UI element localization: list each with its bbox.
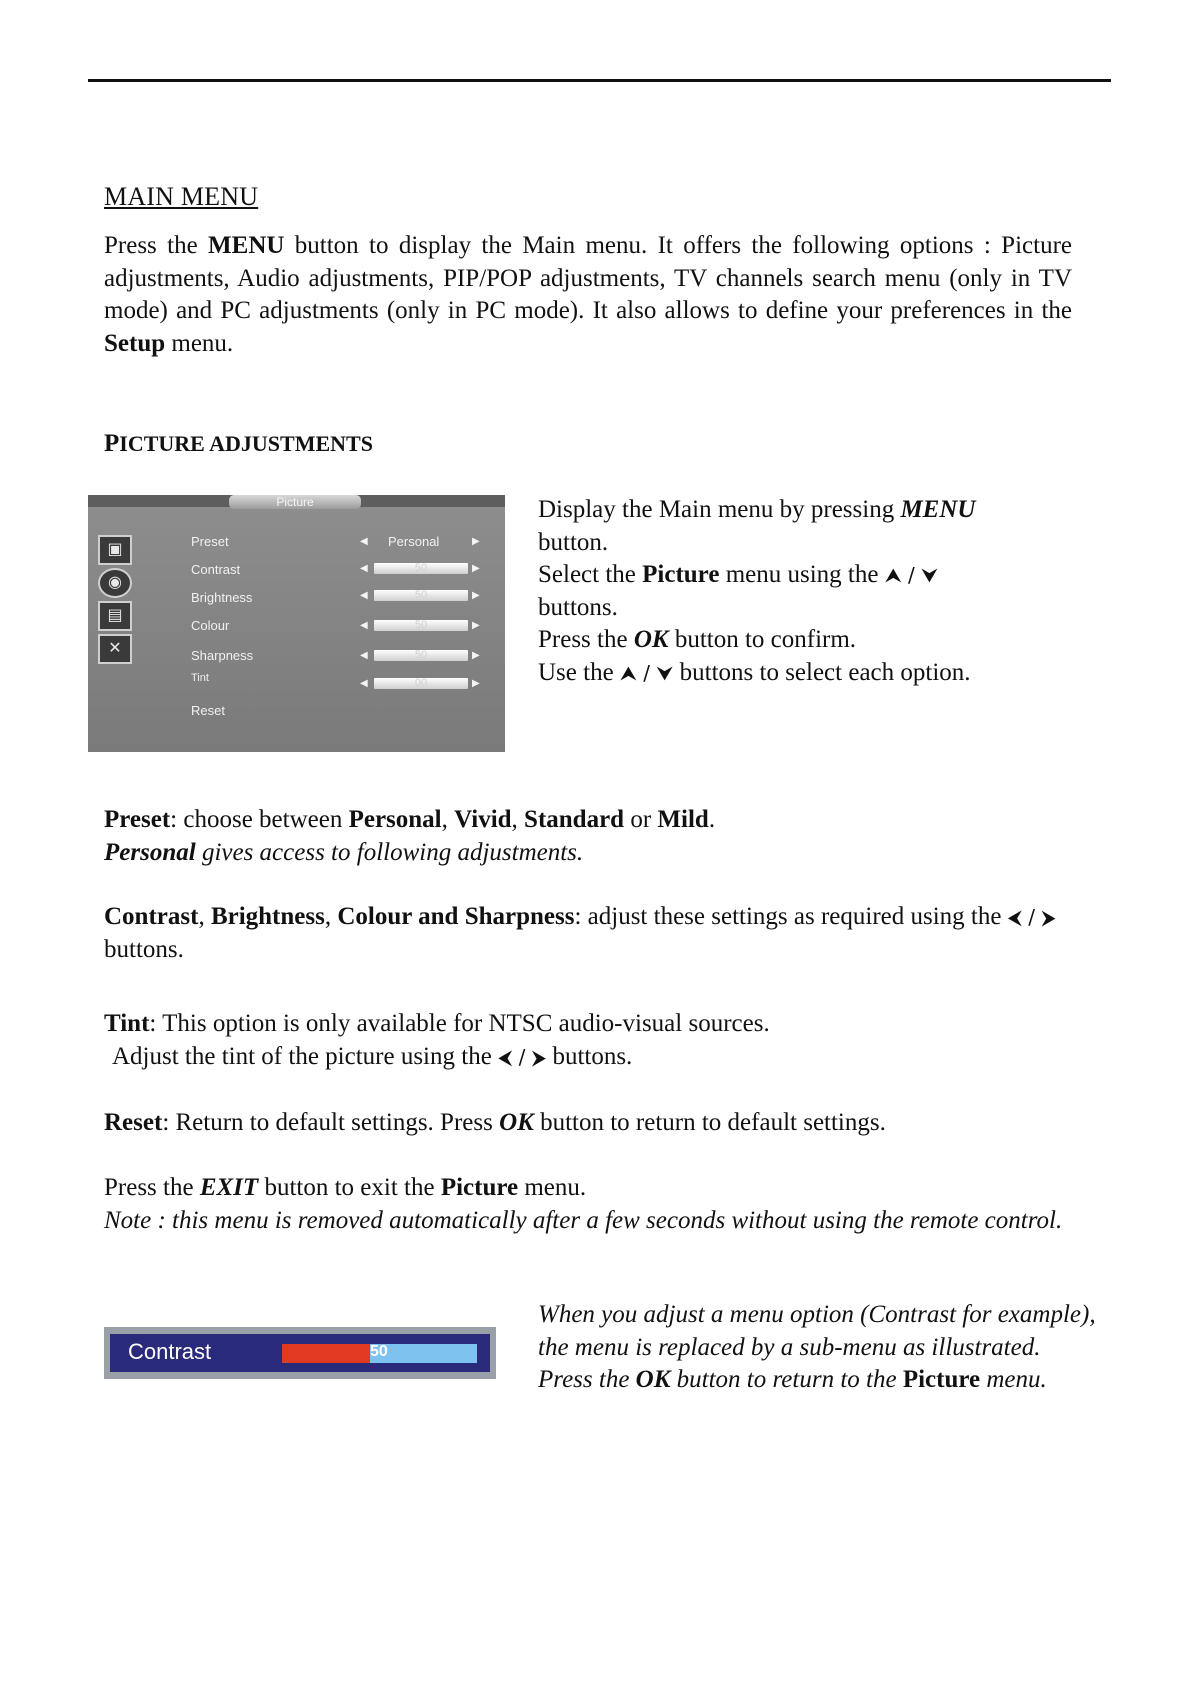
step-picture-bold: Picture	[642, 561, 720, 588]
reset-ok-bold: OK	[499, 1109, 534, 1136]
tint-text: : This option is only available for NTSC audio-visual sources.	[149, 1010, 770, 1037]
top-rule	[88, 79, 1111, 82]
tint-text: Adjust the tint of the picture using the	[112, 1042, 499, 1070]
picture-adjustments-heading	[104, 430, 373, 458]
step-text: button to confirm.	[668, 626, 857, 653]
step-text: menu using the	[719, 561, 885, 588]
subnote-text: button to return to the	[670, 1366, 903, 1393]
subnote-ok-bold: OK	[635, 1366, 671, 1393]
exit-text: button to exit the	[258, 1174, 441, 1201]
step-text: buttons to select each option.	[673, 658, 971, 686]
osd-item-colour: Colour	[191, 618, 230, 633]
speaker-icon: ◉	[98, 568, 132, 598]
submenu-panel	[110, 1334, 490, 1372]
osd-item-brightness: Brightness	[191, 590, 253, 605]
contrast-submenu-screenshot	[104, 1327, 496, 1379]
intro-text: Press the	[104, 232, 209, 259]
osd-item-sharpness: Sharpness	[191, 648, 254, 663]
heading-initial: P	[104, 430, 120, 457]
osd-tab-picture: Picture	[229, 495, 361, 509]
step-1-cont	[538, 527, 1098, 560]
tint-text: buttons.	[546, 1042, 633, 1070]
step-text: button.	[538, 528, 609, 556]
adjust-paragraph	[104, 901, 1072, 966]
intro-paragraph	[104, 230, 1072, 360]
preset-text: ,	[511, 806, 525, 833]
picture-menu-screenshot	[88, 495, 505, 752]
step-text: Display the Main menu by pressing	[538, 496, 901, 523]
step-menu-bold: MENU	[900, 496, 976, 523]
picture-icon: ▣	[98, 535, 132, 565]
submenu-fill	[282, 1344, 370, 1363]
osd-sharpness-value: 50	[414, 649, 428, 661]
personal-italic-text: gives access to following adjustments.	[195, 838, 584, 866]
main-menu-heading: MAIN MENU	[104, 182, 259, 211]
adjust-text: : adjust these settings as required using the	[574, 903, 1008, 930]
exit-text: menu.	[518, 1174, 587, 1201]
arrow-left-icon: ◀	[360, 590, 368, 601]
arrow-left-icon: ◀	[360, 678, 368, 689]
preset-vivid: Vivid	[454, 806, 512, 833]
left-right-arrows-icon: ⮜ / ⮞	[498, 1044, 547, 1069]
left-right-arrows-icon: ⮜ / ⮞	[1007, 905, 1056, 929]
adjust-text: ,	[198, 903, 211, 930]
tint-paragraph	[104, 1008, 1072, 1073]
arrow-left-icon: ◀	[360, 650, 368, 661]
steps-text	[538, 494, 1098, 689]
preset-personal: Personal	[348, 806, 442, 833]
contrast-bold: Contrast	[104, 903, 199, 930]
colour-sharpness-bold: Colour and Sharpness	[337, 903, 575, 930]
arrow-right-icon: ▶	[472, 590, 480, 601]
osd-brightness-value: 50	[414, 589, 428, 601]
osd-item-contrast: Contrast	[191, 562, 241, 577]
step-2	[538, 559, 1098, 592]
step-text: buttons.	[538, 593, 618, 621]
arrow-left-icon: ◀	[360, 620, 368, 631]
adjust-text: buttons.	[104, 935, 184, 963]
intro-menu-bold: MENU	[208, 232, 285, 259]
preset-text: : choose between	[170, 806, 349, 833]
preset-text: ,	[441, 806, 455, 833]
arrow-right-icon: ▶	[472, 650, 480, 661]
up-down-arrows-icon: ⮝ / ⮟	[619, 660, 674, 685]
step-text: Use the	[538, 658, 620, 686]
reset-paragraph	[104, 1107, 1072, 1140]
subnote-text: menu.	[980, 1366, 1047, 1393]
preset-bold: Preset	[104, 806, 171, 833]
exit-picture-bold: Picture	[440, 1174, 519, 1201]
exit-paragraph	[104, 1172, 1072, 1237]
preset-mild: Mild	[657, 806, 709, 833]
osd-contrast-value: 50	[414, 562, 428, 574]
osd-preset-value: Personal	[388, 534, 440, 549]
osd-contrast-bar	[374, 563, 468, 574]
subnote-text: When you adjust a menu option (Contrast for example), the menu is replaced by a sub-menu as illustrated. Press the	[538, 1301, 1096, 1393]
intro-setup-bold: Setup	[104, 329, 166, 357]
setup-icon: ✕	[98, 634, 132, 664]
preset-standard: Standard	[524, 806, 625, 833]
up-down-arrows-icon: ⮝ / ⮟	[884, 563, 939, 587]
pip-icon: ▤	[98, 601, 132, 631]
osd-item-tint: Tint	[191, 672, 209, 684]
preset-text: or	[624, 806, 658, 833]
submenu-label: Contrast	[128, 1339, 212, 1364]
arrow-left-icon: ◀	[360, 536, 368, 547]
osd-item-preset: Preset	[191, 534, 229, 549]
osd-colour-bar	[374, 620, 468, 631]
step-1	[538, 494, 1098, 527]
step-3	[538, 624, 1098, 657]
step-text: Select the	[538, 561, 643, 588]
osd-tint-bar	[374, 678, 468, 689]
preset-paragraph	[104, 804, 1072, 869]
preset-text: .	[708, 806, 716, 833]
heading-rest: ICTURE ADJUSTMENTS	[119, 431, 373, 456]
adjust-text: ,	[324, 903, 338, 930]
intro-text: button to display the Main menu. It offers the following options : Picture adjustments, Audio adjustments, PIP/POP adjustments, TV channels search menu (only in TV mode) and PC adjustments (only in PC mode). It also allows to define your preferences in the	[104, 232, 1072, 324]
auto-remove-note: Note : this menu is removed automatically after a few seconds without using the remote control.	[104, 1206, 1063, 1234]
osd-brightness-bar	[374, 590, 468, 601]
osd-sharpness-bar	[374, 650, 468, 661]
osd-item-reset: Reset	[191, 703, 225, 718]
osd-tint-value: 00	[414, 677, 428, 689]
arrow-right-icon: ▶	[472, 620, 480, 631]
submenu-value: 50	[370, 1343, 388, 1360]
reset-text: button to return to default settings.	[533, 1109, 886, 1136]
tint-bold: Tint	[104, 1010, 150, 1037]
brightness-bold: Brightness	[210, 903, 325, 930]
exit-bold: EXIT	[199, 1174, 259, 1201]
arrow-right-icon: ▶	[472, 678, 480, 689]
exit-text: Press the	[104, 1174, 200, 1201]
step-2-cont	[538, 592, 1098, 625]
reset-text: : Return to default settings. Press	[162, 1109, 500, 1136]
osd-colour-value: 50	[414, 619, 428, 631]
arrow-right-icon: ▶	[472, 563, 480, 574]
arrow-left-icon: ◀	[360, 563, 368, 574]
personal-italic-bold: Personal	[104, 838, 196, 866]
step-text: Press the	[538, 626, 634, 653]
arrow-right-icon: ▶	[472, 536, 480, 547]
step-ok-bold: OK	[633, 626, 669, 653]
reset-bold: Reset	[104, 1109, 163, 1136]
step-4	[538, 657, 1098, 690]
submenu-note	[538, 1299, 1098, 1397]
submenu-track	[282, 1344, 477, 1363]
intro-text: menu.	[165, 329, 234, 357]
subnote-picture-bold: Picture	[902, 1366, 981, 1393]
